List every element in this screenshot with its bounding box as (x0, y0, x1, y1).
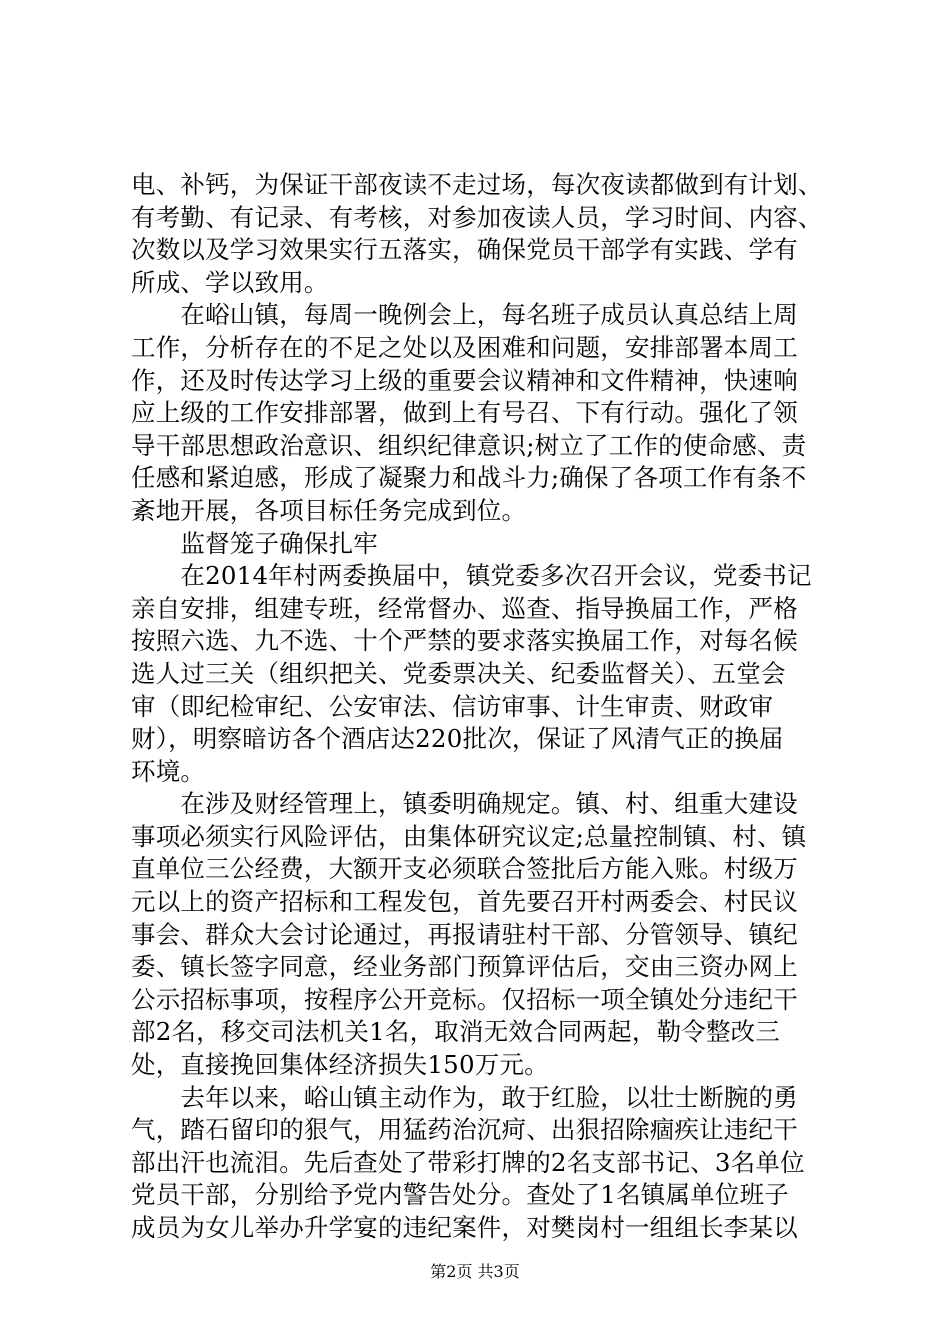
body-text (131, 169, 831, 1245)
text-line: 处，直接挽回集体经济损失150万元。 (131, 1050, 549, 1080)
text-line: 有考勤、有记录、有考核，对参加夜读人员，学习时间、内容、 (131, 202, 823, 232)
text-line: 成员为女儿举办升学宴的违纪案件，对樊岗村一组组长李某以 (131, 1213, 798, 1242)
text-line: 环境。 (131, 756, 206, 786)
text-line: 在峪山镇，每周一晚例会上，每名班子成员认真总结上周 (131, 300, 798, 330)
text-line: 直单位三公经费，大额开支必须联合签批后方能入账。村级万 (131, 854, 798, 884)
text-line: 在涉及财经管理上，镇委明确规定。镇、村、组重大建设 (131, 789, 798, 819)
text-line: 所成、学以致用。 (131, 267, 329, 297)
text-line: 元以上的资产招标和工程发包，首先要召开村两委会、村民议 (131, 887, 798, 917)
text-line: 亲自安排，组建专班，经常督办、巡查、指导换届工作，严格 (131, 593, 798, 623)
page-footer: 第2页 共3页 (430, 1262, 520, 1281)
text-line: 在2014年村两委换届中，镇党委多次召开会议，党委书记 (131, 561, 812, 591)
text-line: 事会、群众大会讨论通过，再报请驻村干部、分管领导、镇纪 (131, 919, 798, 949)
text-line: 公示招标事项，按程序公开竞标。仅招标一项全镇处分违纪干 (131, 984, 798, 1014)
text-line: 导干部思想政治意识、组织纪律意识;树立了工作的使命感、责 (131, 430, 807, 460)
text-line: 按照六选、九不选、十个严禁的要求落实换届工作，对每名候 (131, 626, 798, 656)
text-line: 紊地开展，各项目标任务完成到位。 (131, 495, 527, 525)
section-heading: 监督笼子确保扎牢 (131, 528, 378, 558)
text-line: 电、补钙，为保证干部夜读不走过场，每次夜读都做到有计划、 (131, 170, 823, 199)
text-line: 审（即纪检审纪、公安审法、信访审事、计生审责、财政审 (131, 691, 774, 721)
text-line: 次数以及学习效果实行五落实，确保党员干部学有实践、学有 (131, 235, 798, 265)
text-line: 任感和紧迫感，形成了凝聚力和战斗力;确保了各项工作有条不 (131, 463, 807, 493)
text-line: 去年以来，峪山镇主动作为，敢于红脸，以壮士断腕的勇 (131, 1082, 798, 1112)
text-line: 部出汗也流泪。先后查处了带彩打牌的2名支部书记、3名单位 (131, 1147, 805, 1177)
text-line: 事项必须实行风险评估，由集体研究议定;总量控制镇、村、镇 (131, 821, 807, 851)
text-line: 气，踏石留印的狠气，用猛药治沉疴、出狠招除痼疾让违纪干 (131, 1115, 798, 1145)
text-line: 选人过三关（组织把关、党委票决关、纪委监督关）、五堂会 (131, 658, 786, 688)
text-line: 财），明察暗访各个酒店达220批次，保证了风清气正的换届 (131, 724, 784, 754)
text-line: 作，还及时传达学习上级的重要会议精神和文件精神，快速响 (131, 365, 798, 395)
text-line: 委、镇长签字同意，经业务部门预算评估后，交由三资办网上 (131, 952, 798, 982)
text-line: 部2名，移交司法机关1名，取消无效合同两起，勒令整改三 (131, 1017, 781, 1047)
text-line: 工作，分析存在的不足之处以及困难和问题，安排部署本周工 (131, 332, 798, 362)
text-line: 应上级的工作安排部署，做到上有号召、下有行动。强化了领 (131, 398, 798, 428)
text-line: 党员干部，分别给予党内警告处分。查处了1名镇属单位班子 (131, 1180, 789, 1210)
